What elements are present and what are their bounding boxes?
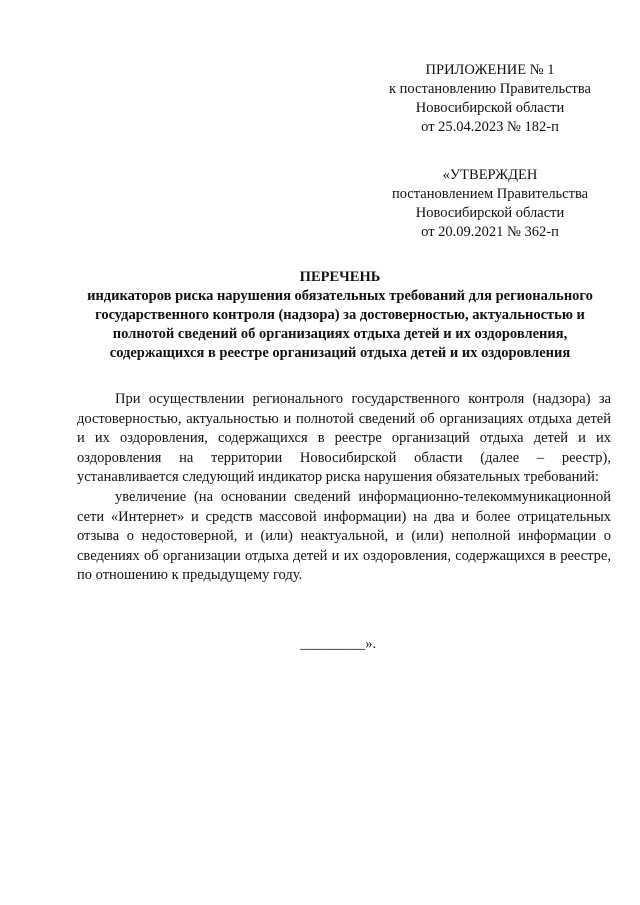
- appendix-resolution: к постановлению Правительства: [389, 81, 591, 97]
- body-paragraph-1: При осуществлении регионального государственного контроля (надзора) за достоверностью, актуальностью и полнотой сведений об организациях отдыха детей и их оздоровления, содержащихся в реестре организаций отдыха детей и их оздоровления на территории Новосибирской области (далее – реестр), устанавливается следующий индикатор риска нарушения обязательных требований:: [77, 391, 611, 486]
- title-heading: ПЕРЕЧЕНЬ: [299, 269, 381, 285]
- appendix-region: Новосибирской области: [415, 100, 565, 116]
- appendix-header: [380, 61, 600, 137]
- title-line-4: содержащихся в реестре организаций отдыха детей и их оздоровления: [109, 345, 571, 361]
- document-title: [70, 268, 610, 363]
- approved-region: Новосибирской области: [415, 205, 565, 221]
- body-paragraph-2: увеличение (на основании сведений информационно-телекоммуникационной сети «Интернет» и средств массовой информации) на два и более отрицательных отзыва о недостоверной, и (или) неактуальной, и (или) неполной информации о сведениях об организации отдыха детей и их оздоровления, содержащихся в реестре, по отношению к предыдущему году.: [77, 488, 611, 584]
- appendix-date: от 25.04.2023 № 182-п: [421, 119, 559, 135]
- approved-date: от 20.09.2021 № 362-п: [421, 224, 559, 240]
- approved-label: «УТВЕРЖДЕН: [442, 167, 538, 183]
- approval-stamp: [380, 166, 600, 242]
- document-body: [77, 390, 611, 586]
- title-line-1: индикаторов риска нарушения обязательных требований для регионального: [87, 288, 593, 304]
- title-line-2: государственного контроля (надзора) за достоверностью, актуальностью и: [95, 307, 585, 323]
- appendix-number: ПРИЛОЖЕНИЕ № 1: [425, 62, 555, 78]
- closing-mark: _________».: [300, 636, 377, 652]
- approved-resolution: постановлением Правительства: [391, 186, 589, 202]
- title-line-3: полнотой сведений об организациях отдыха детей и их оздоровления,: [112, 326, 568, 342]
